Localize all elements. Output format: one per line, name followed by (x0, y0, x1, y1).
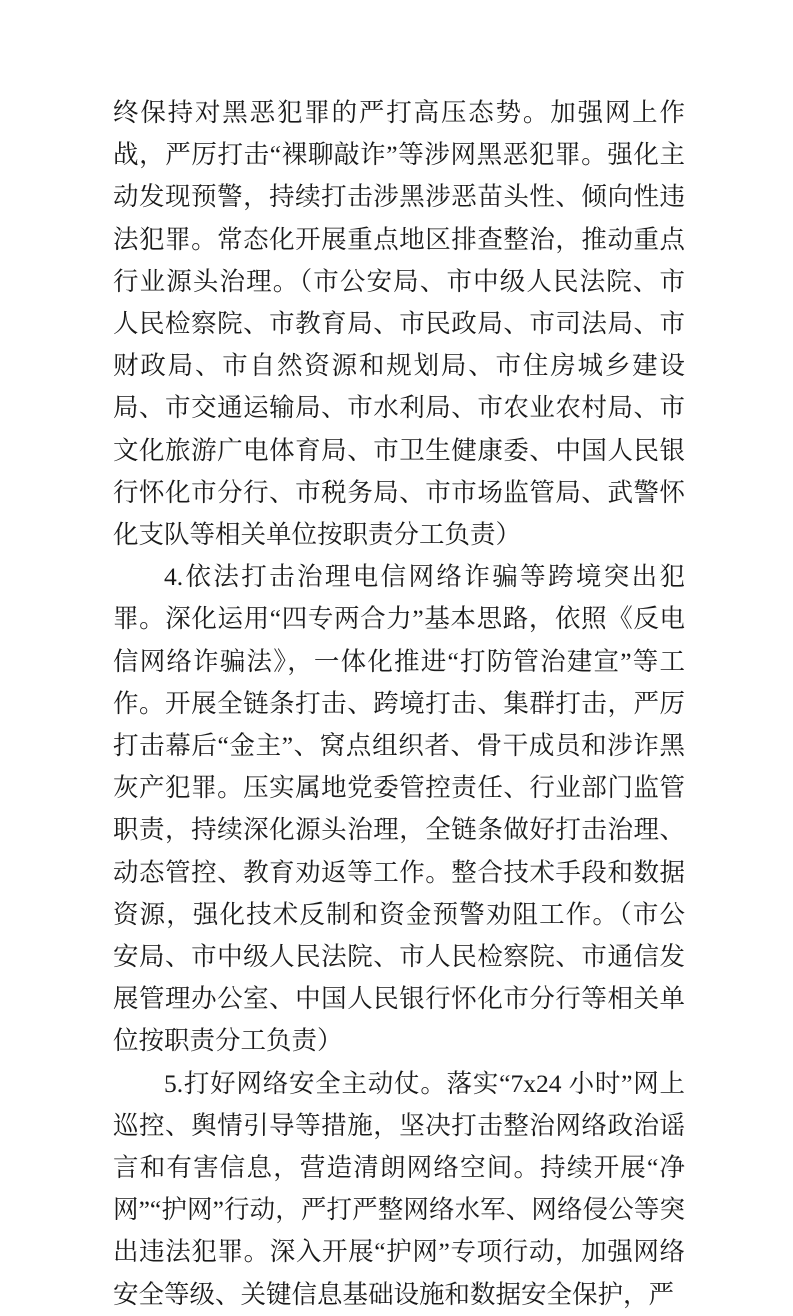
paragraph-item-4: 4.依法打击治理电信网络诈骗等跨境突出犯罪。深化运用“四专两合力”基本思路，依照《反电信网络诈骗法》，一体化推进“打防管治建宣”等工作。开展全链条打击、跨境打击、集群打击，严厉打击幕后“金主”、窝点组织者、骨干成员和涉诈黑灰产犯罪。压实属地党委管控责任、行业部门监管职责，持续深化源头治理，全链条做好打击治理、动态管控、教育劝返等工作。整合技术手段和数据资源，强化技术反制和资金预警劝阻工作。（市公安局、市中级人民法院、市人民检察院、市通信发展管理办公室、中国人民银行怀化市分行等相关单位按职责分工负责） (113, 562, 685, 1056)
paragraph-item-5: 5.打好网络安全主动仗。落实“7x24 小时”网上巡控、舆情引导等措施，坚决打击整治网络政治谣言和有害信息，营造清朗网络空间。持续开展“净网”“护网”行动，严打严整网络水军、网络侵公等突出违法犯罪。深入开展“护网”专项行动，加强网络安全等级、关键信息基础设施和数据安全保护，严 (113, 1068, 685, 1309)
page-body (113, 92, 685, 1316)
paragraph-continued: 终保持对黑恶犯罪的严打高压态势。加强网上作战，严厉打击“裸聊敲诈”等涉网黑恶犯罪。强化主动发现预警，持续打击涉黑涉恶苗头性、倾向性违法犯罪。常态化开展重点地区排查整治，推动重点行业源头治理。（市公安局、市中级人民法院、市人民检察院、市教育局、市民政局、市司法局、市财政局、市自然资源和规划局、市住房城乡建设局、市交通运输局、市水利局、市农业农村局、市文化旅游广电体育局、市卫生健康委、中国人民银行怀化市分行、市税务局、市市场监管局、武警怀化支队等相关单位按职责分工负责） (113, 98, 685, 550)
